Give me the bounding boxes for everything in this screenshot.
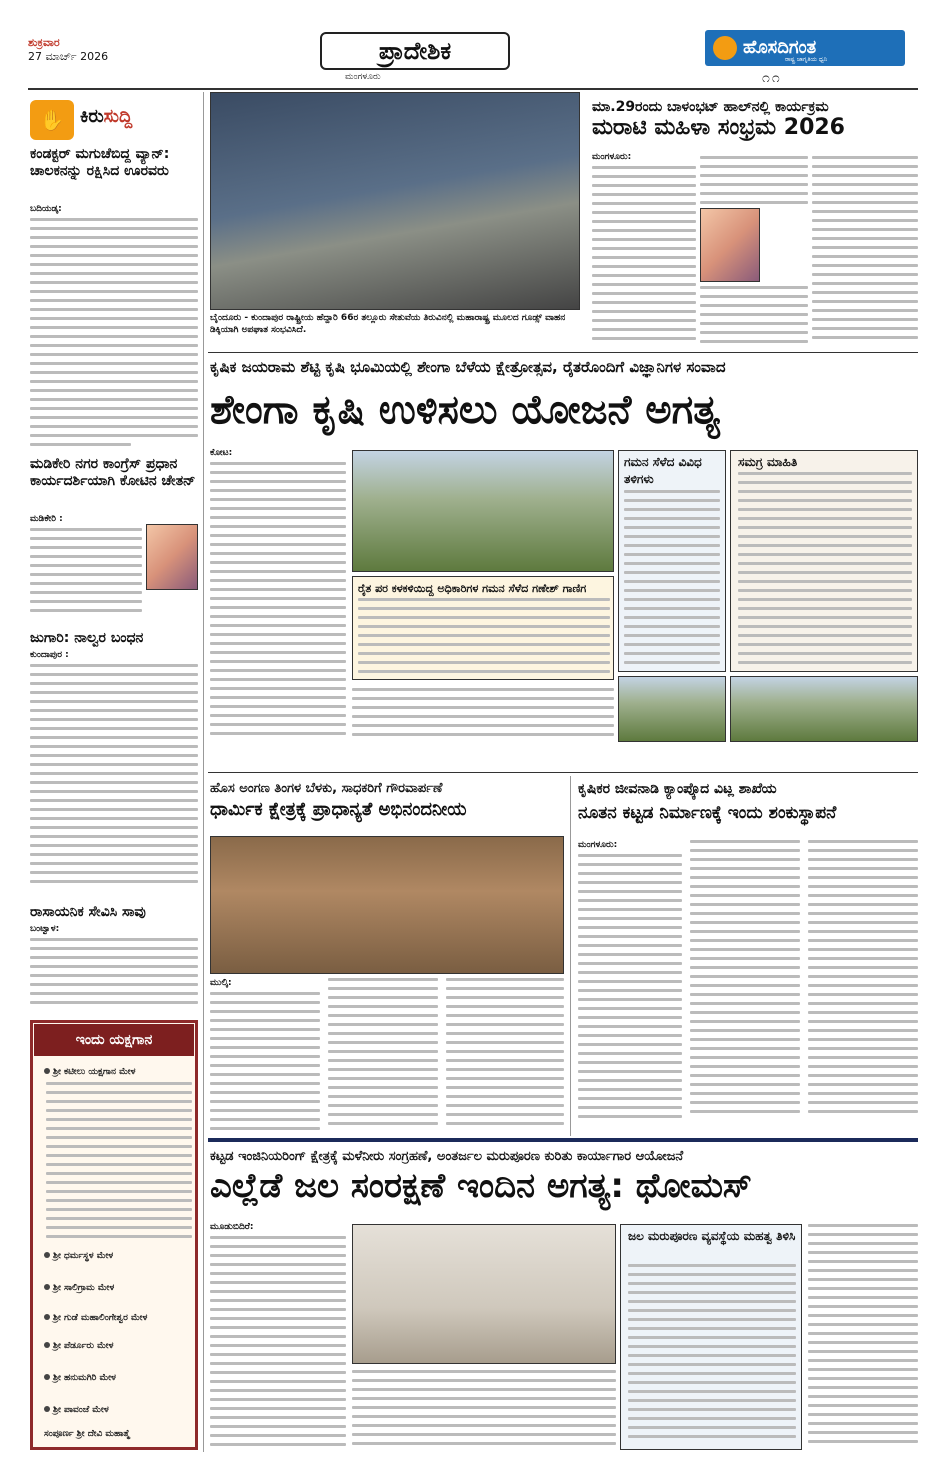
summary-body [738,472,912,668]
groundnut-dateline: ಕೋಟ: [210,448,233,458]
troupe-item: ಶ್ರೀ ಪೆರ್ಡೂರು ಮೇಳ [44,1340,192,1352]
troupe-item: ಶ್ರೀ ಕಟೀಲು ಯಕ್ಷಗಾನ ಮೇಳ [44,1066,192,1078]
recharge-body [628,1264,796,1446]
water-kicker: ಕಟ್ಟಡ ಇಂಜಿನಿಯರಿಂಗ್ ಕ್ಷೇತ್ರಕ್ಕೆ ಮಳೆನೀರು ಸಂಗ್ರಹಣೆ, ಅಂತರ್ಜಲ ಮರುಪೂರಣ ಕುರಿತು ಕಾರ್ಯಾಗಾರ ಆಯೋಜನೆ [210,1149,684,1164]
section-title: ಪ್ರಾದೇಶಿಕ [320,32,510,70]
column-divider [203,92,204,1452]
bullet-icon [44,1252,50,1258]
campco-body-col1 [578,854,682,1130]
groundnut-headline: ಶೇಂಗಾ ಕೃಷಿ ಉಳಿಸಲು ಯೋಜನೆ ಅಗತ್ಯ [210,387,720,433]
bullet-icon [44,1068,50,1074]
yakshagana-title: ಇಂದು ಯಕ್ಷಗಾನ [34,1024,194,1056]
bullet-icon [44,1374,50,1380]
bullet-icon [44,1284,50,1290]
campco-headline: ನೂತನ ಕಟ್ಟಡ ನಿರ್ಮಾಣಕ್ಕೆ ಇಂದು ಶಂಕುಸ್ಥಾಪನೆ [578,803,837,823]
temple-body-col3 [446,978,564,1132]
quote-title: ರೈತ ಪರ ಕಳಕಳಿಯಿದ್ದ ಅಧಿಕಾರಿಗಳ ಗಮನ ಸೆಳೆದ ಗಣೇಶ್ ಗಾಣಿಗ [358,582,587,595]
water-body-col3 [808,1224,918,1450]
temple-body-col2 [328,978,438,1132]
temple-headline: ಧಾರ್ಮಿಕ ಕ್ಷೇತ್ರಕ್ಕೆ ಪ್ರಾಧಾನ್ಯತೆ ಅಭಿನಂದನೀಯ [210,799,467,820]
logo-text: ಹೊಸದಿಗಂತ [743,37,817,58]
varieties-title: ಗಮನ ಸೆಳೆದ ವಿವಿಧ ತಳಿಗಳು [624,455,702,486]
yakshagana-footer: ಸಂಪೂರ್ಣ ಶ್ರೀ ದೇವಿ ಮಹಾತ್ಮೆ [44,1429,130,1439]
sidebar-dateline-2: ಮಡಿಕೇರಿ : [30,514,63,524]
campco-body-col2 [690,840,800,1130]
hand-icon: ✋ [30,100,74,140]
marathi-body-col2 [700,156,808,206]
harvest-photo [730,676,918,742]
issue-date [28,36,108,64]
varieties-body [624,490,720,668]
recharge-title: ಜಲ ಮರುಪೂರಣ ವ್ಯವಸ್ಥೆಯ ಮಹತ್ವ ತಿಳಿಸಿ [628,1229,796,1243]
bullet-icon [44,1342,50,1348]
groundnut-body-col2 [352,688,614,742]
women-illustration [700,208,760,282]
temple-dateline: ಮುಲ್ಕಿ: [210,978,232,988]
groundnut-body-col1 [210,462,346,740]
sidebar-body-2 [30,528,142,620]
divider [208,352,918,353]
sidebar-headline-3: ಜುಗಾರಿ: ನಾಲ್ವರ ಬಂಧನ [30,630,144,646]
edition-city: ಮಂಗಳೂರು [345,72,381,82]
accident-caption: ಬೈಂದೂರು - ಕುಂದಾಪುರ ರಾಷ್ಟ್ರೀಯ ಹೆದ್ದಾರಿ 66ರ ತಲ್ಲೂರು ಸೇತುವೆಯ ತಿರುವಿನಲ್ಲಿ ಮಹಾರಾಷ್ಟ್ರ ಮೂಲದ ಗೂಡ್ಸ್ ವಾಹನ ಡಿಕ್ಕಿಯಾಗಿ ಅಪಘಾತ ಸಂಭವಿಸಿದೆ. [210,313,566,335]
marathi-body-col3 [812,156,918,346]
sidebar-dateline-3: ಕುಂದಾಪುರ : [30,650,69,660]
marathi-dateline: ಮಂಗಳೂರು: [592,152,632,162]
date-text: 27 ಮಾರ್ಚ್ 2026 [28,50,109,63]
marathi-headline: ಮರಾಟಿ ಮಹಿಳಾ ಸಂಭ್ರಮ 2026 [592,115,845,140]
sidebar-dateline-4: ಬಂಟ್ವಾಳ: [30,924,60,934]
sidebar-headline-1: ಕಂಡಕ್ಟರ್ ಮಗುಚೆಬಿದ್ದ ವ್ಯಾನ್: ಚಾಲಕನನ್ನು ರಕ್ಷಿಸಿದ ಊರವರು [30,146,170,179]
weekday: ಶುಕ್ರವಾರ [28,36,60,49]
water-headline: ಎಲ್ಲೆಡೆ ಜಲ ಸಂರಕ್ಷಣೆ ಇಂದಿನ ಅಗತ್ಯ: ಥೋಮಸ್ [210,1166,752,1206]
farmers-photo [618,676,726,742]
troupe-schedule [46,1082,192,1244]
troupe-item: ಶ್ರೀ ಗುಡೆ ಮಹಾಲಿಂಗೇಶ್ವರ ಮೇಳ [44,1312,192,1324]
sidebar-body-1 [30,218,198,450]
campco-dateline: ಮಂಗಳೂರು: [578,840,618,850]
brand-part-a: ಕಿರು [80,106,104,127]
groundnut-field-photo [352,450,614,572]
logo-tagline: ರಾಷ್ಟ್ರ ಜಾಗೃತಿಯ ಧ್ವನಿ [785,56,828,63]
water-body-col1 [210,1236,346,1450]
sidebar-body-3 [30,664,198,896]
campco-kicker: ಕೃಷಿಕರ ಜೀವನಾಡಿ ಕ್ಯಾಂಪ್ಕೊದ ವಿಟ್ಲ ಶಾಖೆಯ [578,781,777,797]
troupe-item: ಶ್ರೀ ಸಾಲಿಗ್ರಾಮ ಮೇಳ [44,1282,192,1294]
section-bar [208,1138,918,1142]
marathi-kicker: ಮಾ.29ರಂದು ಬಾಳಂಭಟ್ ಹಾಲ್‌ನಲ್ಲಿ ಕಾರ್ಯಕ್ರಮ [592,99,829,115]
brand-part-b: ಸುದ್ದಿ [103,106,133,127]
bullet-icon [44,1406,50,1412]
summary-title: ಸಮಗ್ರ ಮಾಹಿತಿ [738,455,798,469]
sidebar-headline-2: ಮಡಿಕೇರಿ ನಗರ ಕಾಂಗ್ರೆಸ್ ಪ್ರಧಾನ ಕಾರ್ಯದರ್ಶಿಯಾಗಿ ಕೋಟಿನ ಚೇತನ್ [30,456,196,489]
temple-kicker: ಹೊಸ ಅಂಗಣ ತಿಂಗಳ ಬೆಳಕು, ಸಾಧಕರಿಗೆ ಗೌರವಾರ್ಪಣೆ [210,781,443,796]
workshop-photo [352,1224,616,1364]
accident-photo [210,92,580,310]
troupe-item: ಶ್ರೀ ಪಾವಂಜೆ ಮೇಳ [44,1404,192,1416]
troupe-item: ಶ್ರೀ ಹನುಮಗಿರಿ ಮೇಳ [44,1372,192,1384]
marathi-body-col2b [700,286,808,346]
campco-body-col3 [808,840,918,1130]
temple-body-col1 [210,992,320,1132]
quote-body [358,598,610,676]
lamp-icon [713,36,737,60]
portrait-photo [146,524,198,590]
felicitation-photo [210,836,564,974]
water-dateline: ಮೂಡುಬಿದಿರೆ: [210,1222,254,1232]
bullet-icon [44,1314,50,1320]
sidebar-brand [80,106,132,127]
divider [208,772,918,773]
masthead-logo [705,30,905,66]
groundnut-kicker: ಕೃಷಿಕ ಜಯರಾಮ ಶೆಟ್ಟಿ ಕೃಷಿ ಭೂಮಿಯಲ್ಲಿ ಶೇಂಗಾ ಬೆಳೆಯ ಕ್ಷೇತ್ರೋತ್ಸವ, ರೈತರೊಂದಿಗೆ ವಿಜ್ಞಾನಿಗಳ ಸಂವಾದ [210,358,726,376]
page-number: ೧೧ [762,70,782,86]
column-divider [570,776,571,1136]
sidebar-dateline-1: ಬದಿಯಡ್ಕ: [30,204,62,214]
sidebar-headline-4: ರಾಸಾಯನಿಕ ಸೇವಿಸಿ ಸಾವು [30,904,146,920]
troupe-item: ಶ್ರೀ ಧರ್ಮಸ್ಥಳ ಮೇಳ [44,1250,192,1262]
marathi-body-col1 [592,166,696,346]
header-divider [28,88,918,90]
sidebar-body-4 [30,938,198,1014]
water-body-col2 [352,1370,616,1450]
